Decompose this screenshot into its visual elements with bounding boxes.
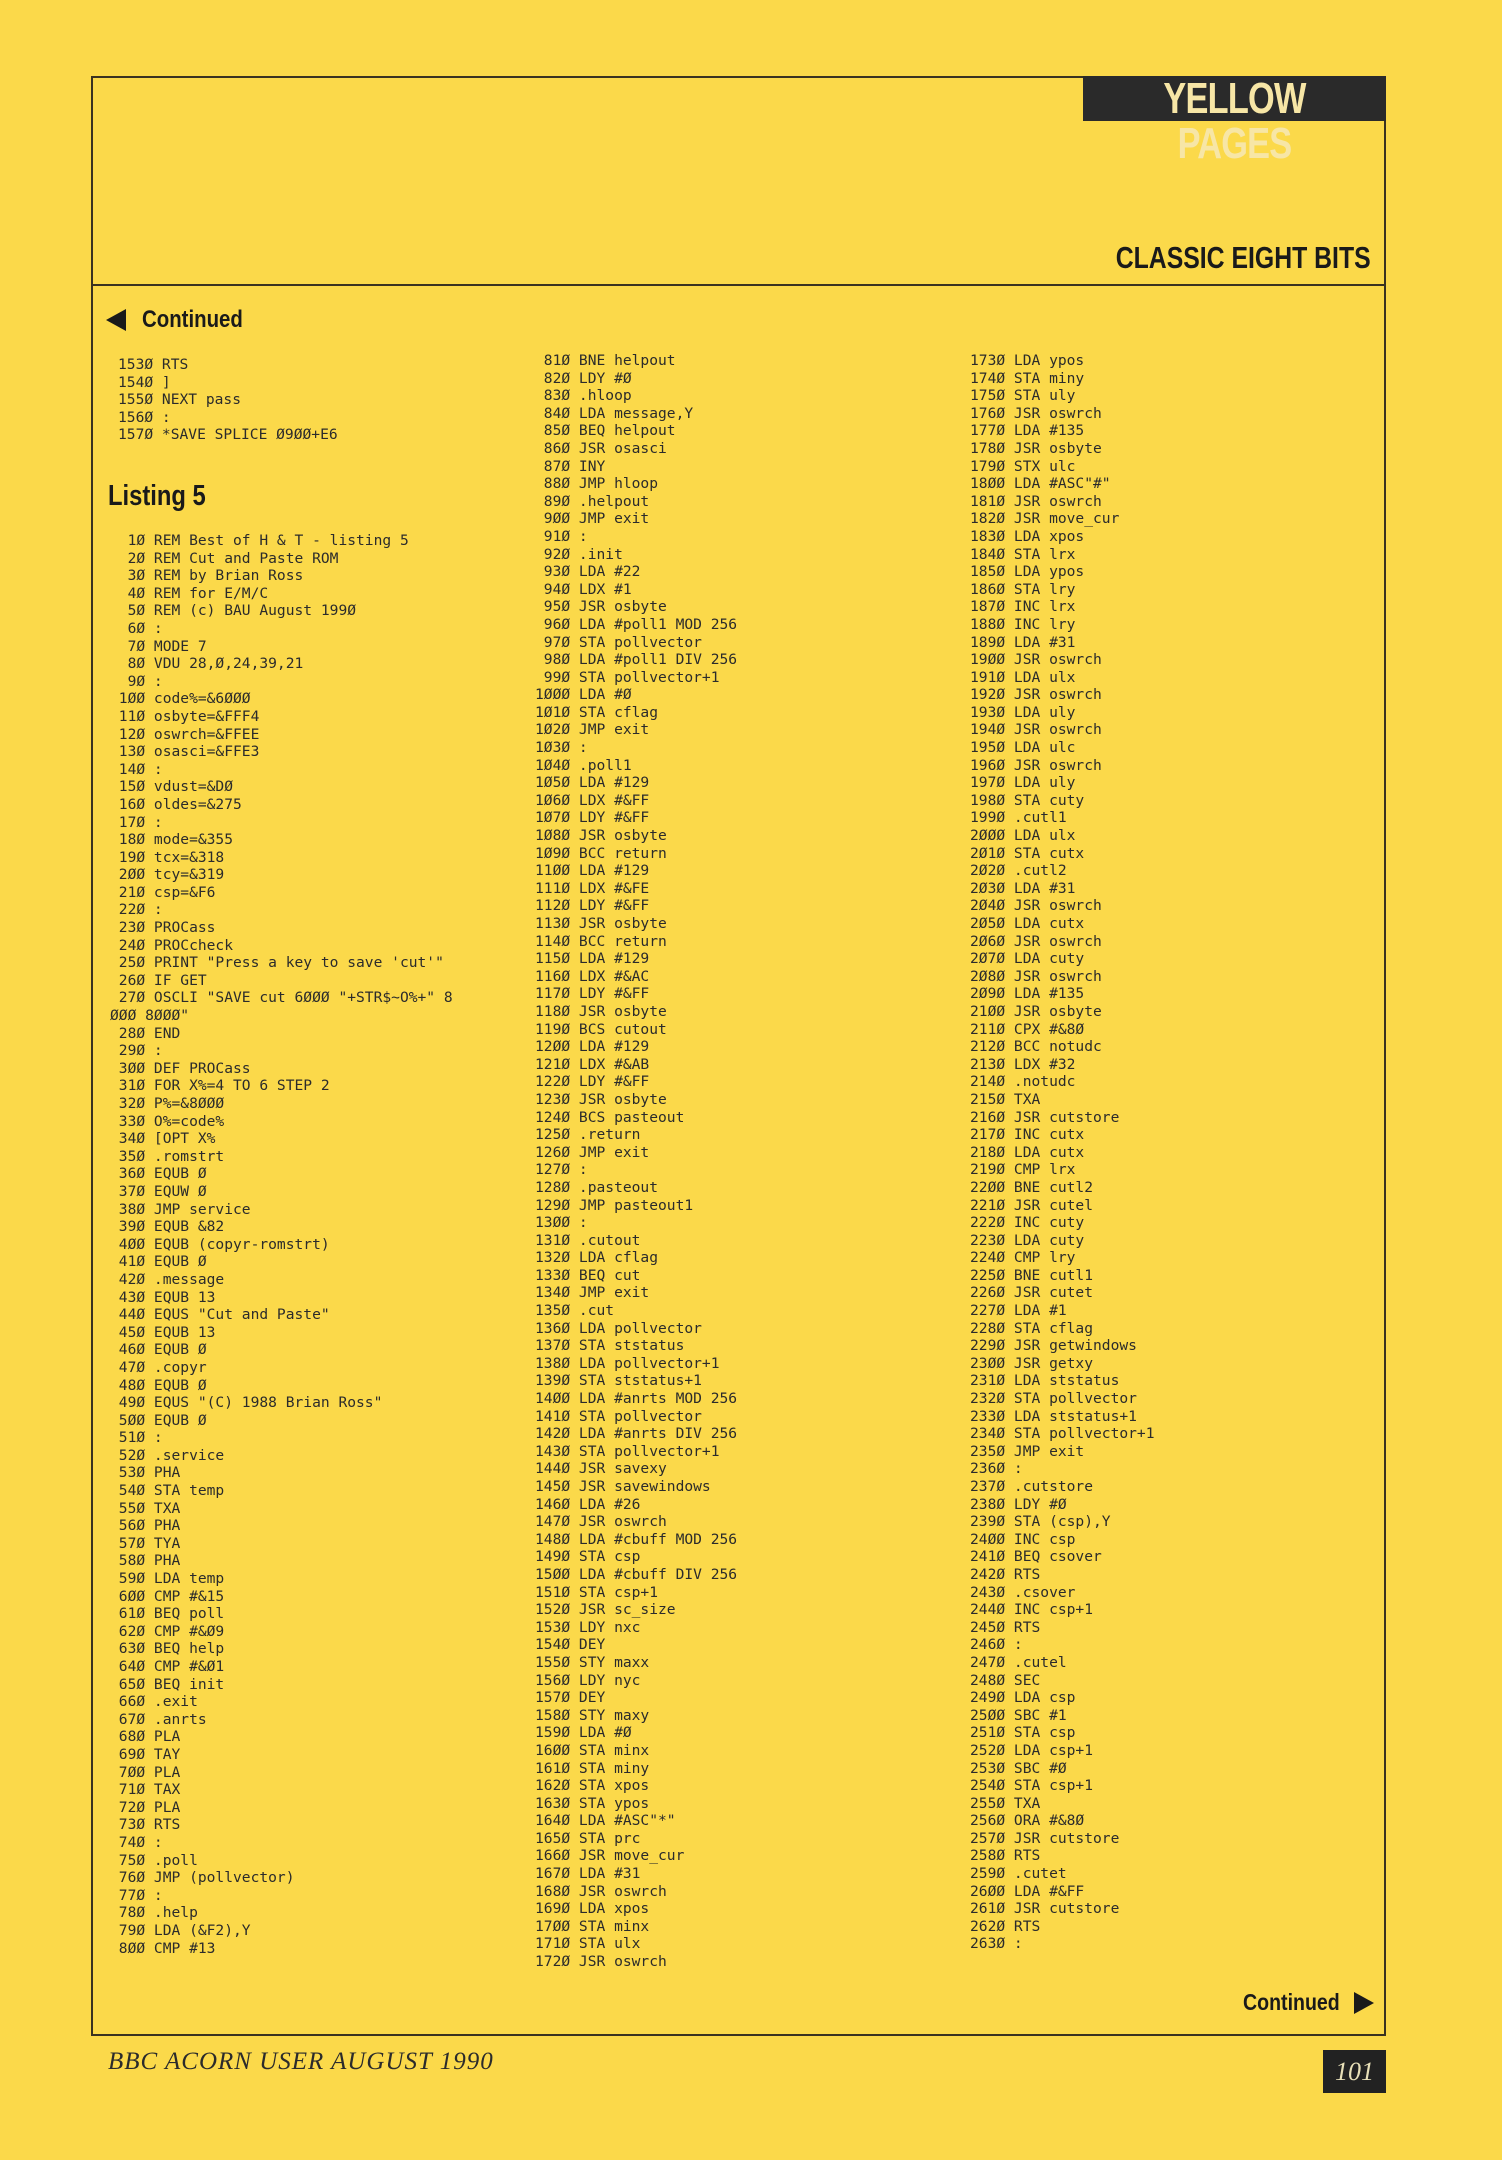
code-line: 221Ø JSR cutel xyxy=(970,1196,1094,1214)
code-line: 262Ø RTS xyxy=(970,1917,1041,1935)
code-line: 18Ø mode=&355 xyxy=(110,831,234,849)
code-line: 117Ø LDY #&FF xyxy=(535,985,650,1003)
code-line: 5ØØ EQUB Ø xyxy=(110,1411,207,1429)
code-line: 58Ø PHA xyxy=(110,1552,181,1570)
code-line: 45Ø EQUB 13 xyxy=(110,1323,216,1341)
code-line: 41Ø EQUB Ø xyxy=(110,1253,207,1271)
code-line: 14ØØ LDA #anrts MOD 256 xyxy=(535,1390,738,1408)
code-line: 9ØØ JMP exit xyxy=(535,510,650,528)
code-line: 115Ø LDA #129 xyxy=(535,950,650,968)
code-line: 174Ø STA miny xyxy=(970,369,1085,387)
code-line: 17Ø : xyxy=(110,813,163,831)
code-line: 155Ø STY maxx xyxy=(535,1653,650,1671)
code-line: 8ØØ CMP #13 xyxy=(110,1939,216,1957)
code-line: 191Ø LDA ulx xyxy=(970,668,1076,686)
code-line: 181Ø JSR oswrch xyxy=(970,492,1102,510)
code-line: 155Ø NEXT pass xyxy=(118,391,242,409)
code-column-2 xyxy=(535,352,737,1971)
code-line: 133Ø BEQ cut xyxy=(535,1266,641,1284)
code-line: 89Ø .helpout xyxy=(535,492,650,510)
code-line: 59Ø LDA temp xyxy=(110,1570,225,1588)
code-line: 56Ø PHA xyxy=(110,1517,181,1535)
code-line: 149Ø STA csp xyxy=(535,1548,641,1566)
code-line: 93Ø LDA #22 xyxy=(535,563,641,581)
code-line: 179Ø STX ulc xyxy=(970,457,1076,475)
code-line: 134Ø JMP exit xyxy=(535,1284,650,1302)
code-line: 32Ø P%=&8ØØØ xyxy=(110,1095,225,1112)
code-line: 159Ø LDA #Ø xyxy=(535,1724,632,1742)
code-line: 136Ø LDA pollvector xyxy=(535,1319,702,1337)
code-line: 26ØØ LDA #&FF xyxy=(970,1882,1085,1900)
code-line: 172Ø JSR oswrch xyxy=(535,1953,667,1971)
code-line: 81Ø BNE helpout xyxy=(535,352,676,369)
code-line: 91Ø : xyxy=(535,527,588,545)
code-line: 237Ø .cutstore xyxy=(970,1478,1094,1495)
code-line: 125Ø .return xyxy=(535,1126,641,1144)
code-line: 65Ø BEQ init xyxy=(110,1675,225,1693)
code-line: 2ØØ tcy=&319 xyxy=(110,866,225,884)
code-line: 82Ø LDY #Ø xyxy=(535,369,632,387)
code-line: 252Ø LDA csp+1 xyxy=(970,1741,1094,1759)
code-line: 54Ø STA temp xyxy=(110,1482,225,1500)
code-line: 247Ø .cutel xyxy=(970,1653,1067,1671)
code-line: 34Ø [OPT X% xyxy=(110,1130,216,1148)
code-line: 183Ø LDA xpos xyxy=(970,527,1085,545)
code-line: 232Ø STA pollvector xyxy=(970,1390,1137,1408)
code-line: 214Ø .notudc xyxy=(970,1073,1076,1091)
code-line: 7ØØ PLA xyxy=(110,1763,181,1781)
code-line: 166Ø JSR move_cur xyxy=(535,1847,685,1865)
code-line: 129Ø JMP pasteout1 xyxy=(535,1196,694,1214)
code-line: 19Ø tcx=&318 xyxy=(110,848,225,866)
code-line: 94Ø LDX #1 xyxy=(535,580,632,598)
code-line: 7Ø MODE 7 xyxy=(110,637,207,655)
code-line: 84Ø LDA message,Y xyxy=(535,404,694,422)
code-line: 1Ø2Ø JMP exit xyxy=(535,721,650,739)
code-line: 22Ø : xyxy=(110,901,163,919)
code-line: 92Ø .init xyxy=(535,545,623,563)
code-line: 168Ø JSR oswrch xyxy=(535,1882,667,1900)
code-line: 13Ø osasci=&FFE3 xyxy=(110,743,260,761)
code-line: 36Ø EQUB Ø xyxy=(110,1165,207,1183)
code-line: 113Ø JSR osbyte xyxy=(535,915,667,932)
code-line: 88Ø JMP hloop xyxy=(535,475,659,493)
code-line: 156Ø LDY nyc xyxy=(535,1671,641,1689)
code-line: 122Ø LDY #&FF xyxy=(535,1073,650,1091)
code-line: 4Ø REM for E/M/C xyxy=(110,584,269,602)
code-line: 38Ø JMP service xyxy=(110,1200,251,1218)
code-line: 246Ø : xyxy=(970,1636,1023,1654)
code-line: 15Ø vdust=&DØ xyxy=(110,778,234,796)
code-line: 186Ø STA lry xyxy=(970,580,1076,598)
code-line: 97Ø STA pollvector xyxy=(535,633,702,651)
code-line: 1Ø8Ø JSR osbyte xyxy=(535,827,667,845)
code-line: 188Ø INC lry xyxy=(970,615,1076,633)
code-line: 175Ø STA uly xyxy=(970,387,1076,405)
code-line: 222Ø INC cuty xyxy=(970,1214,1085,1232)
code-line: 146Ø LDA #26 xyxy=(535,1495,641,1513)
code-line: 156Ø : xyxy=(118,408,171,426)
code-line: 5Ø REM (c) BAU August 199Ø xyxy=(110,602,357,620)
code-line: 119Ø BCS cutout xyxy=(535,1020,667,1038)
code-line: 211Ø CPX #&8Ø xyxy=(970,1020,1085,1038)
code-line: 167Ø LDA #31 xyxy=(535,1865,641,1883)
code-line: 2Ø4Ø JSR oswrch xyxy=(970,897,1102,915)
code-line: 248Ø SEC xyxy=(970,1671,1041,1689)
code-line: 76Ø JMP (pollvector) xyxy=(110,1869,295,1887)
code-line: 145Ø JSR savewindows xyxy=(535,1478,711,1495)
code-column-3 xyxy=(970,352,1155,1953)
listing-title: Listing 5 xyxy=(108,480,206,512)
code-line: 11ØØ LDA #129 xyxy=(535,862,650,880)
code-line: 127Ø : xyxy=(535,1161,588,1179)
code-line: 14Ø : xyxy=(110,760,163,778)
code-line: 228Ø STA cflag xyxy=(970,1319,1094,1337)
code-line: 49Ø EQUS "(C) 1988 Brian Ross" xyxy=(110,1394,383,1412)
code-line: 254Ø STA csp+1 xyxy=(970,1777,1094,1795)
code-line: 42Ø .message xyxy=(110,1270,225,1288)
code-line: 1Ø9Ø BCC return xyxy=(535,844,667,862)
code-line: 118Ø JSR osbyte xyxy=(535,1002,667,1020)
page-number: 101 xyxy=(1323,2050,1386,2093)
code-line: 62Ø CMP #&Ø9 xyxy=(110,1622,225,1640)
code-line: 189Ø LDA #31 xyxy=(970,633,1076,651)
code-line: 6Ø : xyxy=(110,619,163,637)
code-line: 192Ø JSR oswrch xyxy=(970,686,1102,704)
code-line: 239Ø STA (csp),Y xyxy=(970,1513,1111,1531)
code-line: 2ØØØ LDA ulx xyxy=(970,827,1076,845)
header-divider xyxy=(91,284,1386,286)
code-line: 215Ø TXA xyxy=(970,1090,1041,1108)
code-line: 165Ø STA prc xyxy=(535,1829,641,1847)
code-line: 2Ø6Ø JSR oswrch xyxy=(970,932,1102,950)
code-line: 258Ø RTS xyxy=(970,1847,1041,1865)
code-line: 21ØØ JSR osbyte xyxy=(970,1002,1102,1020)
code-line: 121Ø LDX #&AB xyxy=(535,1055,650,1073)
code-line: 131Ø .cutout xyxy=(535,1231,641,1249)
code-line: 1Ø3Ø : xyxy=(535,739,588,757)
code-line: 44Ø EQUS "Cut and Paste" xyxy=(110,1306,330,1324)
code-line: 79Ø LDA (&F2),Y xyxy=(110,1921,251,1939)
code-line: 114Ø BCC return xyxy=(535,932,667,950)
code-line: 26Ø IF GET xyxy=(110,971,207,989)
code-line: 218Ø LDA cutx xyxy=(970,1143,1085,1161)
left-arrow-icon xyxy=(106,309,126,331)
code-line: 135Ø .cut xyxy=(535,1302,615,1320)
code-line: 69Ø TAY xyxy=(110,1745,181,1763)
code-line: 2Ø REM Cut and Paste ROM xyxy=(110,549,339,567)
code-line: 68Ø PLA xyxy=(110,1728,181,1746)
code-line: 263Ø : xyxy=(970,1935,1023,1953)
code-line: 6ØØ CMP #&15 xyxy=(110,1587,225,1605)
code-line: 1Ø5Ø LDA #129 xyxy=(535,774,650,792)
code-line: 77Ø : xyxy=(110,1886,163,1904)
code-line: 256Ø ORA #&8Ø xyxy=(970,1812,1085,1830)
code-line: 242Ø RTS xyxy=(970,1565,1041,1583)
code-line: 67Ø .anrts xyxy=(110,1710,207,1728)
code-line: 51Ø : xyxy=(110,1429,163,1447)
code-line: 85Ø BEQ helpout xyxy=(535,422,676,440)
code-line: 66Ø .exit xyxy=(110,1693,198,1711)
code-line: 143Ø STA pollvector+1 xyxy=(535,1442,720,1460)
code-line: 2Ø9Ø LDA #135 xyxy=(970,985,1085,1003)
code-line: 241Ø BEQ csover xyxy=(970,1548,1102,1566)
code-line: 25ØØ SBC #1 xyxy=(970,1706,1067,1724)
code-line: 2Ø7Ø LDA cuty xyxy=(970,950,1085,968)
code-line: 243Ø .csover xyxy=(970,1583,1076,1601)
code-line: 154Ø DEY xyxy=(535,1636,606,1654)
code-line: 52Ø .service xyxy=(110,1446,225,1464)
code-line: 96Ø LDA #poll1 MOD 256 xyxy=(535,615,738,633)
code-column-1 xyxy=(110,532,453,1957)
code-line: 95Ø JSR osbyte xyxy=(535,598,667,616)
code-line: 2Ø8Ø JSR oswrch xyxy=(970,967,1102,985)
code-line: 1Ø4Ø .poll1 xyxy=(535,756,632,774)
code-line: 57Ø TYA xyxy=(110,1534,181,1552)
code-line: 164Ø LDA #ASC"*" xyxy=(535,1812,676,1830)
code-line: 87Ø INY xyxy=(535,457,606,475)
code-line: 1ØØ code%=&6ØØØ xyxy=(110,690,251,708)
code-line: 4ØØ EQUB (copyr-romstrt) xyxy=(110,1235,330,1253)
code-line: 234Ø STA pollvector+1 xyxy=(970,1425,1155,1443)
code-line: 153Ø RTS xyxy=(118,356,189,373)
code-line: 217Ø INC cutx xyxy=(970,1126,1085,1144)
code-line: 198Ø STA cuty xyxy=(970,791,1085,809)
code-line: 28Ø END xyxy=(110,1024,181,1042)
code-line: 11Ø osbyte=&FFF4 xyxy=(110,707,260,725)
code-line: 9Ø : xyxy=(110,672,163,690)
code-line: 33Ø O%=code% xyxy=(110,1112,225,1130)
code-line: 73Ø RTS xyxy=(110,1816,181,1834)
code-line: 224Ø CMP lry xyxy=(970,1249,1076,1267)
code-line: 173Ø LDA ypos xyxy=(970,352,1085,369)
code-line: 23ØØ JSR getxy xyxy=(970,1354,1094,1372)
code-line: 37Ø EQUW Ø xyxy=(110,1182,207,1200)
code-line: 257Ø JSR cutstore xyxy=(970,1829,1120,1847)
code-line: 12ØØ LDA #129 xyxy=(535,1038,650,1056)
code-line: 141Ø STA pollvector xyxy=(535,1407,702,1425)
continued-label: Continued xyxy=(1243,1989,1340,2015)
code-line: 147Ø JSR oswrch xyxy=(535,1513,667,1531)
code-line: 72Ø PLA xyxy=(110,1798,181,1816)
code-line: 55Ø TXA xyxy=(110,1499,181,1517)
code-line: 193Ø LDA uly xyxy=(970,703,1076,721)
code-line: 86Ø JSR osasci xyxy=(535,439,667,457)
code-line: 138Ø LDA pollvector+1 xyxy=(535,1354,720,1372)
code-line: 15ØØ LDA #cbuff DIV 256 xyxy=(535,1565,738,1583)
code-line: 142Ø LDA #anrts DIV 256 xyxy=(535,1425,738,1443)
code-line: 18ØØ LDA #ASC"#" xyxy=(970,475,1111,493)
code-line: 2Ø3Ø LDA #31 xyxy=(970,879,1076,897)
code-line: 226Ø JSR cutet xyxy=(970,1284,1094,1302)
code-line: 99Ø STA pollvector+1 xyxy=(535,668,720,686)
code-line: 231Ø LDA ststatus xyxy=(970,1372,1120,1390)
code-line: 29Ø : xyxy=(110,1042,163,1060)
code-line: 111Ø LDX #&FE xyxy=(535,879,650,897)
code-line: 185Ø LDA ypos xyxy=(970,563,1085,581)
code-line: 171Ø STA ulx xyxy=(535,1935,641,1953)
code-line: 112Ø LDY #&FF xyxy=(535,897,650,915)
code-line: 196Ø JSR oswrch xyxy=(970,756,1102,774)
section-subtitle: CLASSIC EIGHT BITS xyxy=(1116,240,1371,275)
code-line: 74Ø : xyxy=(110,1833,163,1851)
code-line: 169Ø LDA xpos xyxy=(535,1900,650,1918)
code-line: 255Ø TXA xyxy=(970,1794,1041,1812)
code-line: 2Ø5Ø LDA cutx xyxy=(970,915,1085,932)
code-line: 261Ø JSR cutstore xyxy=(970,1900,1120,1918)
code-line: 22ØØ BNE cutl2 xyxy=(970,1178,1094,1196)
code-line: 162Ø STA xpos xyxy=(535,1777,650,1795)
code-line: 23Ø PROCass xyxy=(110,919,216,937)
code-line: 25Ø PRINT "Press a key to save 'cut'" xyxy=(110,954,444,972)
code-line: 158Ø STY maxy xyxy=(535,1706,650,1724)
code-line: 195Ø LDA ulc xyxy=(970,739,1076,757)
code-line: 233Ø LDA ststatus+1 xyxy=(970,1407,1137,1425)
code-line: 78Ø .help xyxy=(110,1904,198,1922)
continued-label: Continued xyxy=(142,306,243,333)
code-line: 132Ø LDA cflag xyxy=(535,1249,659,1267)
code-line: 24Ø PROCcheck xyxy=(110,936,234,954)
continued-from-previous xyxy=(106,306,261,334)
code-line: 31Ø FOR X%=4 TO 6 STEP 2 xyxy=(110,1077,330,1095)
code-line: 27Ø OSCLI "SAVE cut 6ØØØ "+STR$~O%+" 8 xyxy=(110,989,453,1007)
code-line: 3Ø REM by Brian Ross xyxy=(110,567,304,585)
code-line: 16ØØ STA minx xyxy=(535,1741,650,1759)
code-line: 61Ø BEQ poll xyxy=(110,1605,225,1623)
code-line: 244Ø INC csp+1 xyxy=(970,1601,1094,1619)
code-line: 235Ø JMP exit xyxy=(970,1442,1085,1460)
code-line: 64Ø CMP #&Ø1 xyxy=(110,1658,225,1675)
code-line: 71Ø TAX xyxy=(110,1781,181,1799)
code-line: 1Ø1Ø STA cflag xyxy=(535,703,659,721)
code-line: 116Ø LDX #&AC xyxy=(535,967,650,985)
code-line: 39Ø EQUB &82 xyxy=(110,1218,225,1236)
code-line: 163Ø STA ypos xyxy=(535,1794,650,1812)
code-line: 197Ø LDA uly xyxy=(970,774,1076,792)
code-line: 187Ø INC lrx xyxy=(970,598,1076,616)
code-line: 98Ø LDA #poll1 DIV 256 xyxy=(535,651,738,669)
code-line: 1Ø6Ø LDX #&FF xyxy=(535,791,650,809)
code-line: 139Ø STA ststatus+1 xyxy=(535,1372,702,1390)
code-column-1-top xyxy=(118,356,338,444)
code-line: 161Ø STA miny xyxy=(535,1759,650,1777)
section-badge xyxy=(1083,74,1386,168)
code-line: 229Ø JSR getwindows xyxy=(970,1337,1137,1355)
code-line: 123Ø JSR osbyte xyxy=(535,1090,667,1108)
code-line: 1ØØØ LDA #Ø xyxy=(535,686,632,704)
code-line: 46Ø EQUB Ø xyxy=(110,1341,207,1359)
code-line: 126Ø JMP exit xyxy=(535,1143,650,1161)
code-line: 17ØØ STA minx xyxy=(535,1917,650,1935)
code-line: 182Ø JSR move_cur xyxy=(970,510,1120,528)
code-line: 253Ø SBC #Ø xyxy=(970,1759,1067,1777)
publication-footer: BBC ACORN USER AUGUST 1990 xyxy=(108,2048,494,2075)
code-line: 194Ø JSR oswrch xyxy=(970,721,1102,739)
right-arrow-icon xyxy=(1354,1992,1374,2014)
code-line: 2Ø2Ø .cutl2 xyxy=(970,862,1067,880)
code-line: 213Ø LDX #32 xyxy=(970,1055,1076,1073)
code-line: 137Ø STA ststatus xyxy=(535,1337,685,1355)
code-line: 35Ø .romstrt xyxy=(110,1147,225,1165)
code-line: 1Ø7Ø LDY #&FF xyxy=(535,809,650,827)
code-line: 219Ø CMP lrx xyxy=(970,1161,1076,1179)
code-line: 24ØØ INC csp xyxy=(970,1530,1076,1548)
code-line: 177Ø LDA #135 xyxy=(970,422,1085,440)
code-line: 153Ø LDY nxc xyxy=(535,1618,641,1636)
code-line: 238Ø LDY #Ø xyxy=(970,1495,1067,1513)
code-line: 157Ø DEY xyxy=(535,1689,606,1707)
code-line: 151Ø STA csp+1 xyxy=(535,1583,659,1601)
code-line: 178Ø JSR osbyte xyxy=(970,439,1102,457)
code-line: 13ØØ : xyxy=(535,1214,588,1232)
code-line: 144Ø JSR savexy xyxy=(535,1460,667,1478)
code-line: 16Ø oldes=&275 xyxy=(110,795,242,813)
code-line: 223Ø LDA cuty xyxy=(970,1231,1085,1249)
code-line: 199Ø .cutl1 xyxy=(970,809,1067,827)
code-line: 212Ø BCC notudc xyxy=(970,1038,1102,1056)
code-line: 48Ø EQUB Ø xyxy=(110,1376,207,1394)
code-line: 236Ø : xyxy=(970,1460,1023,1478)
code-line: 124Ø BCS pasteout xyxy=(535,1108,685,1126)
code-line: 259Ø .cutet xyxy=(970,1865,1067,1883)
code-line: 75Ø .poll xyxy=(110,1851,198,1869)
code-line: 184Ø STA lrx xyxy=(970,545,1076,563)
code-line: 1Ø REM Best of H & T - listing 5 xyxy=(110,532,409,549)
code-line: 12Ø oswrch=&FFEE xyxy=(110,725,260,743)
code-line: 8Ø VDU 28,Ø,24,39,21 xyxy=(110,655,304,673)
code-line: ØØØ 8ØØØ" xyxy=(110,1007,190,1025)
code-line: 21Ø csp=&F6 xyxy=(110,883,216,901)
code-line: 251Ø STA csp xyxy=(970,1724,1076,1742)
code-line: 157Ø *SAVE SPLICE Ø9ØØ+E6 xyxy=(118,426,338,444)
code-line: 2Ø1Ø STA cutx xyxy=(970,844,1085,862)
code-line: 3ØØ DEF PROCass xyxy=(110,1059,251,1077)
code-line: 249Ø LDA csp xyxy=(970,1689,1076,1707)
code-line: 63Ø BEQ help xyxy=(110,1640,225,1658)
code-line: 19ØØ JSR oswrch xyxy=(970,651,1102,669)
code-line: 83Ø .hloop xyxy=(535,387,632,405)
code-line: 148Ø LDA #cbuff MOD 256 xyxy=(535,1530,738,1548)
code-line: 53Ø PHA xyxy=(110,1464,181,1482)
continued-on-next xyxy=(1226,1989,1374,2016)
code-line: 227Ø LDA #1 xyxy=(970,1302,1067,1320)
code-line: 128Ø .pasteout xyxy=(535,1178,659,1196)
code-line: 154Ø ] xyxy=(118,373,171,391)
code-line: 176Ø JSR oswrch xyxy=(970,404,1102,422)
code-line: 225Ø BNE cutl1 xyxy=(970,1266,1094,1284)
section-title: YELLOW PAGES xyxy=(1163,74,1306,168)
code-line: 47Ø .copyr xyxy=(110,1358,207,1376)
code-line: 152Ø JSR sc_size xyxy=(535,1601,676,1619)
code-line: 245Ø RTS xyxy=(970,1618,1041,1636)
code-line: 216Ø JSR cutstore xyxy=(970,1108,1120,1126)
code-line: 43Ø EQUB 13 xyxy=(110,1288,216,1306)
